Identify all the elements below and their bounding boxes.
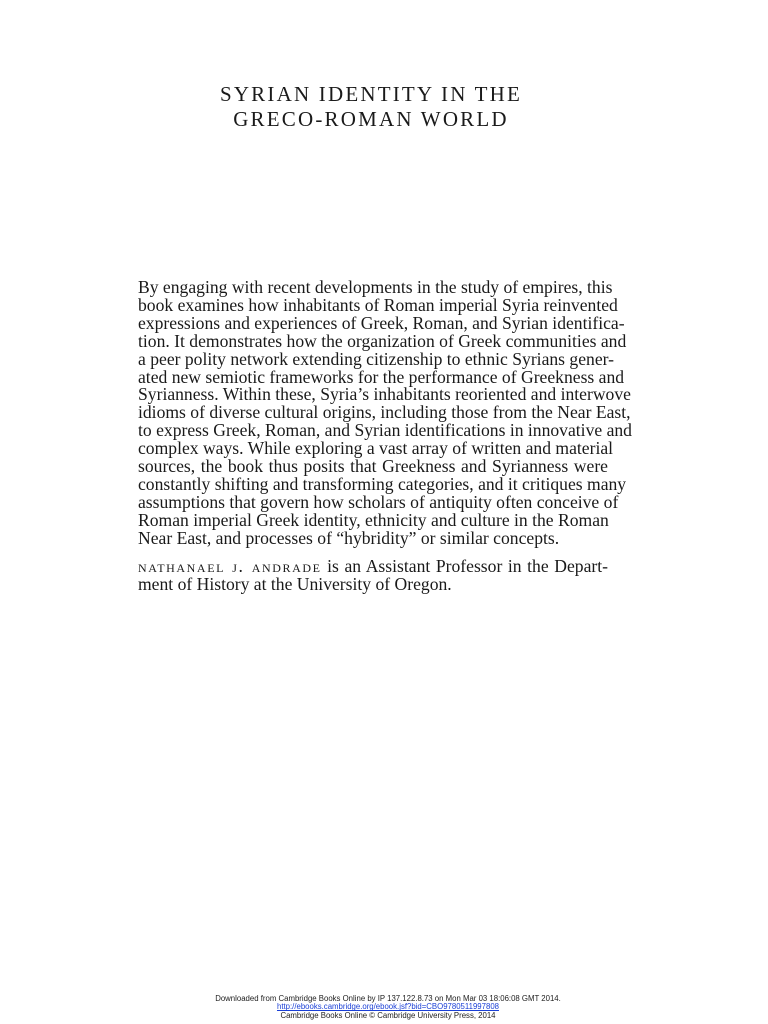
description-line: tion. It demonstrates how the organization of Greek communities and <box>138 330 627 351</box>
author-bio <box>138 558 608 594</box>
author-bio-text: is an Assistant Professor in the Depart- <box>321 556 608 576</box>
description-line: a peer polity network extending citizenship to ethnic Syrians gener- <box>138 348 615 369</box>
book-description <box>138 277 632 548</box>
description-line: Syrianness. Within these, Syria’s inhabitants reoriented and interwove <box>138 384 631 405</box>
copyright-notice: Cambridge Books Online © Cambridge University Press, 2014 <box>280 1010 496 1020</box>
description-line: sources, the book thus posits that Greekness and Syrianness were <box>138 456 608 477</box>
description-line: expressions and experiences of Greek, Roman, and Syrian identifica- <box>138 312 625 333</box>
description-line: idioms of diverse cultural origins, including those from the Near East, <box>138 402 631 423</box>
download-footer <box>0 995 768 1020</box>
book-title-line-2: GRECO-ROMAN WORLD <box>233 107 509 131</box>
description-line: ated new semiotic frameworks for the performance of Greekness and <box>138 366 625 387</box>
book-title <box>0 82 742 132</box>
description-line: assumptions that govern how scholars of antiquity often conceive of <box>138 491 619 512</box>
description-line: book examines how inhabitants of Roman imperial Syria reinvented <box>138 294 618 315</box>
author-name: nathanael j. andrade <box>138 556 322 576</box>
description-line: Near East, and processes of “hybridity” or similar concepts. <box>138 527 560 548</box>
description-line: By engaging with recent developments in the study of empires, this <box>138 277 613 297</box>
description-line: to express Greek, Roman, and Syrian identifications in innovative and <box>138 420 632 441</box>
author-bio-line-2: ment of History at the University of Oregon. <box>138 573 452 594</box>
description-line: complex ways. While exploring a vast array of written and material <box>138 438 614 459</box>
description-line: constantly shifting and transforming categories, and it critiques many <box>138 473 627 494</box>
download-notice: Downloaded from Cambridge Books Online by IP 137.122.8.73 on Mon Mar 03 18:06:08 GMT 2014. <box>215 994 561 1003</box>
book-title-line-1: SYRIAN IDENTITY IN THE <box>219 82 523 106</box>
description-line: Roman imperial Greek identity, ethnicity and culture in the Roman <box>138 509 609 530</box>
ebook-link[interactable]: http://ebooks.cambridge.org/ebook.jsf?bid=CBO9780511997808 <box>276 1002 499 1012</box>
